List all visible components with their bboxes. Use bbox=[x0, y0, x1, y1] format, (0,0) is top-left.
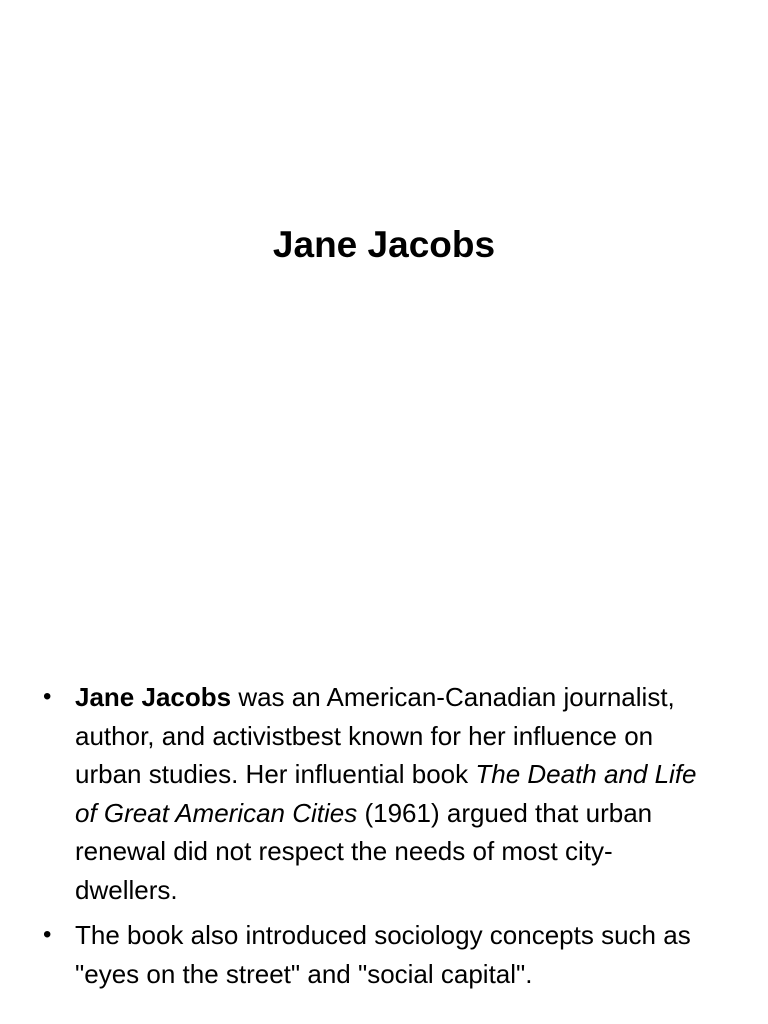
bullet-list bbox=[0, 678, 768, 1000]
bullet-item-jacobs-bio bbox=[0, 678, 768, 909]
book-title: The Death and Life of Great American Cities bbox=[75, 759, 697, 828]
bold-name: Jane Jacobs bbox=[75, 682, 232, 712]
bullet-icon: • bbox=[43, 921, 52, 948]
bullet-icon: • bbox=[43, 683, 52, 710]
bio-text: was an American-Canadian journalist, author, and activistbest known for her influence on urban studies. Her influential book bbox=[75, 682, 675, 789]
concepts-text: The book also introduced sociology concepts such as "eyes on the street" and "social capital". bbox=[75, 920, 691, 989]
slide-title: Jane Jacobs bbox=[272, 224, 496, 265]
bullet-item-concepts bbox=[0, 916, 768, 993]
bio-text-continued: (1961) argued that urban renewal did not respect the needs of most city-dwellers. bbox=[75, 797, 653, 905]
